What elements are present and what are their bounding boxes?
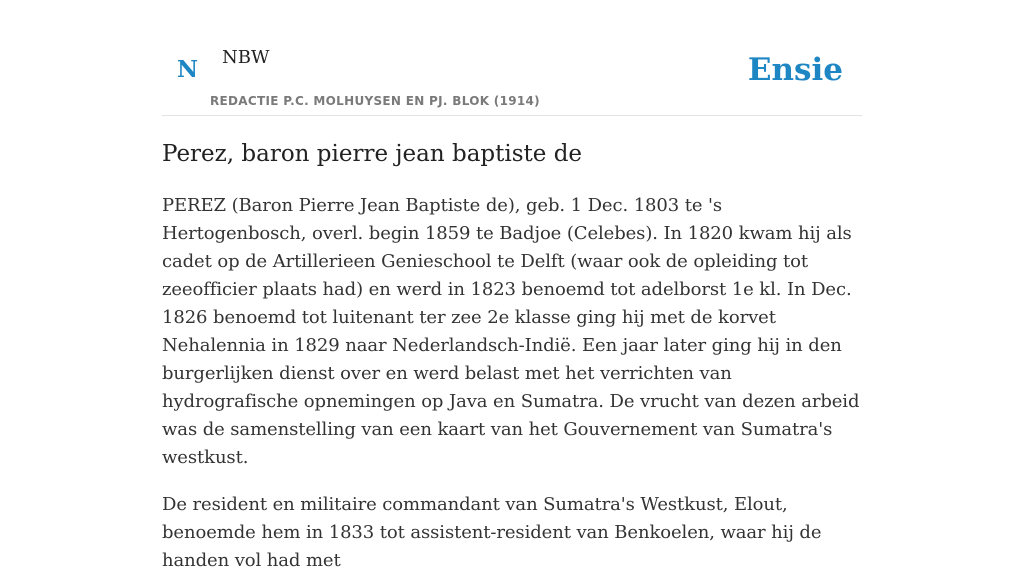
book-logo[interactable]: N: [177, 56, 199, 83]
book-title: NBW: [222, 47, 270, 68]
book-header: [162, 40, 862, 116]
site-logo[interactable]: Ensie: [747, 52, 843, 88]
book-subtitle: REDACTIE P.C. MOLHUYSEN EN PJ. BLOK (1914): [210, 94, 540, 108]
article-paragraph: De resident en militaire commandant van Sumatra's Westkust, Elout, benoemde hem in 1833 tot assistent-resident van Benkoelen, waar hij de handen vol had met: [162, 494, 822, 571]
article: [162, 138, 862, 575]
article-paragraph: PEREZ (Baron Pierre Jean Baptiste de), geb. 1 Dec. 1803 te 's Hertogenbosch, overl. begin 1859 te Badjoe (Celebes). In 1820 kwam hij als cadet op de Artillerieen Genieschool te Delft (waar ook de opleiding tot zeeofficier plaats had) en werd in 1823 benoemd tot adelborst 1e kl. In Dec. 1826 benoemd tot luitenant ter zee 2e klasse ging hij met de korvet Nehalennia in 1829 naar Nederlandsch-Indië. Een jaar later ging hij in den burgerlijken dienst over en werd belast met het verrichten van hydrografische opnemingen op Java en Sumatra. De vrucht van dezen arbeid was de samenstelling van een kaart van het Gouvernement van Sumatra's westkust.: [162, 195, 860, 468]
article-title: Perez, baron pierre jean baptiste de: [162, 141, 583, 167]
